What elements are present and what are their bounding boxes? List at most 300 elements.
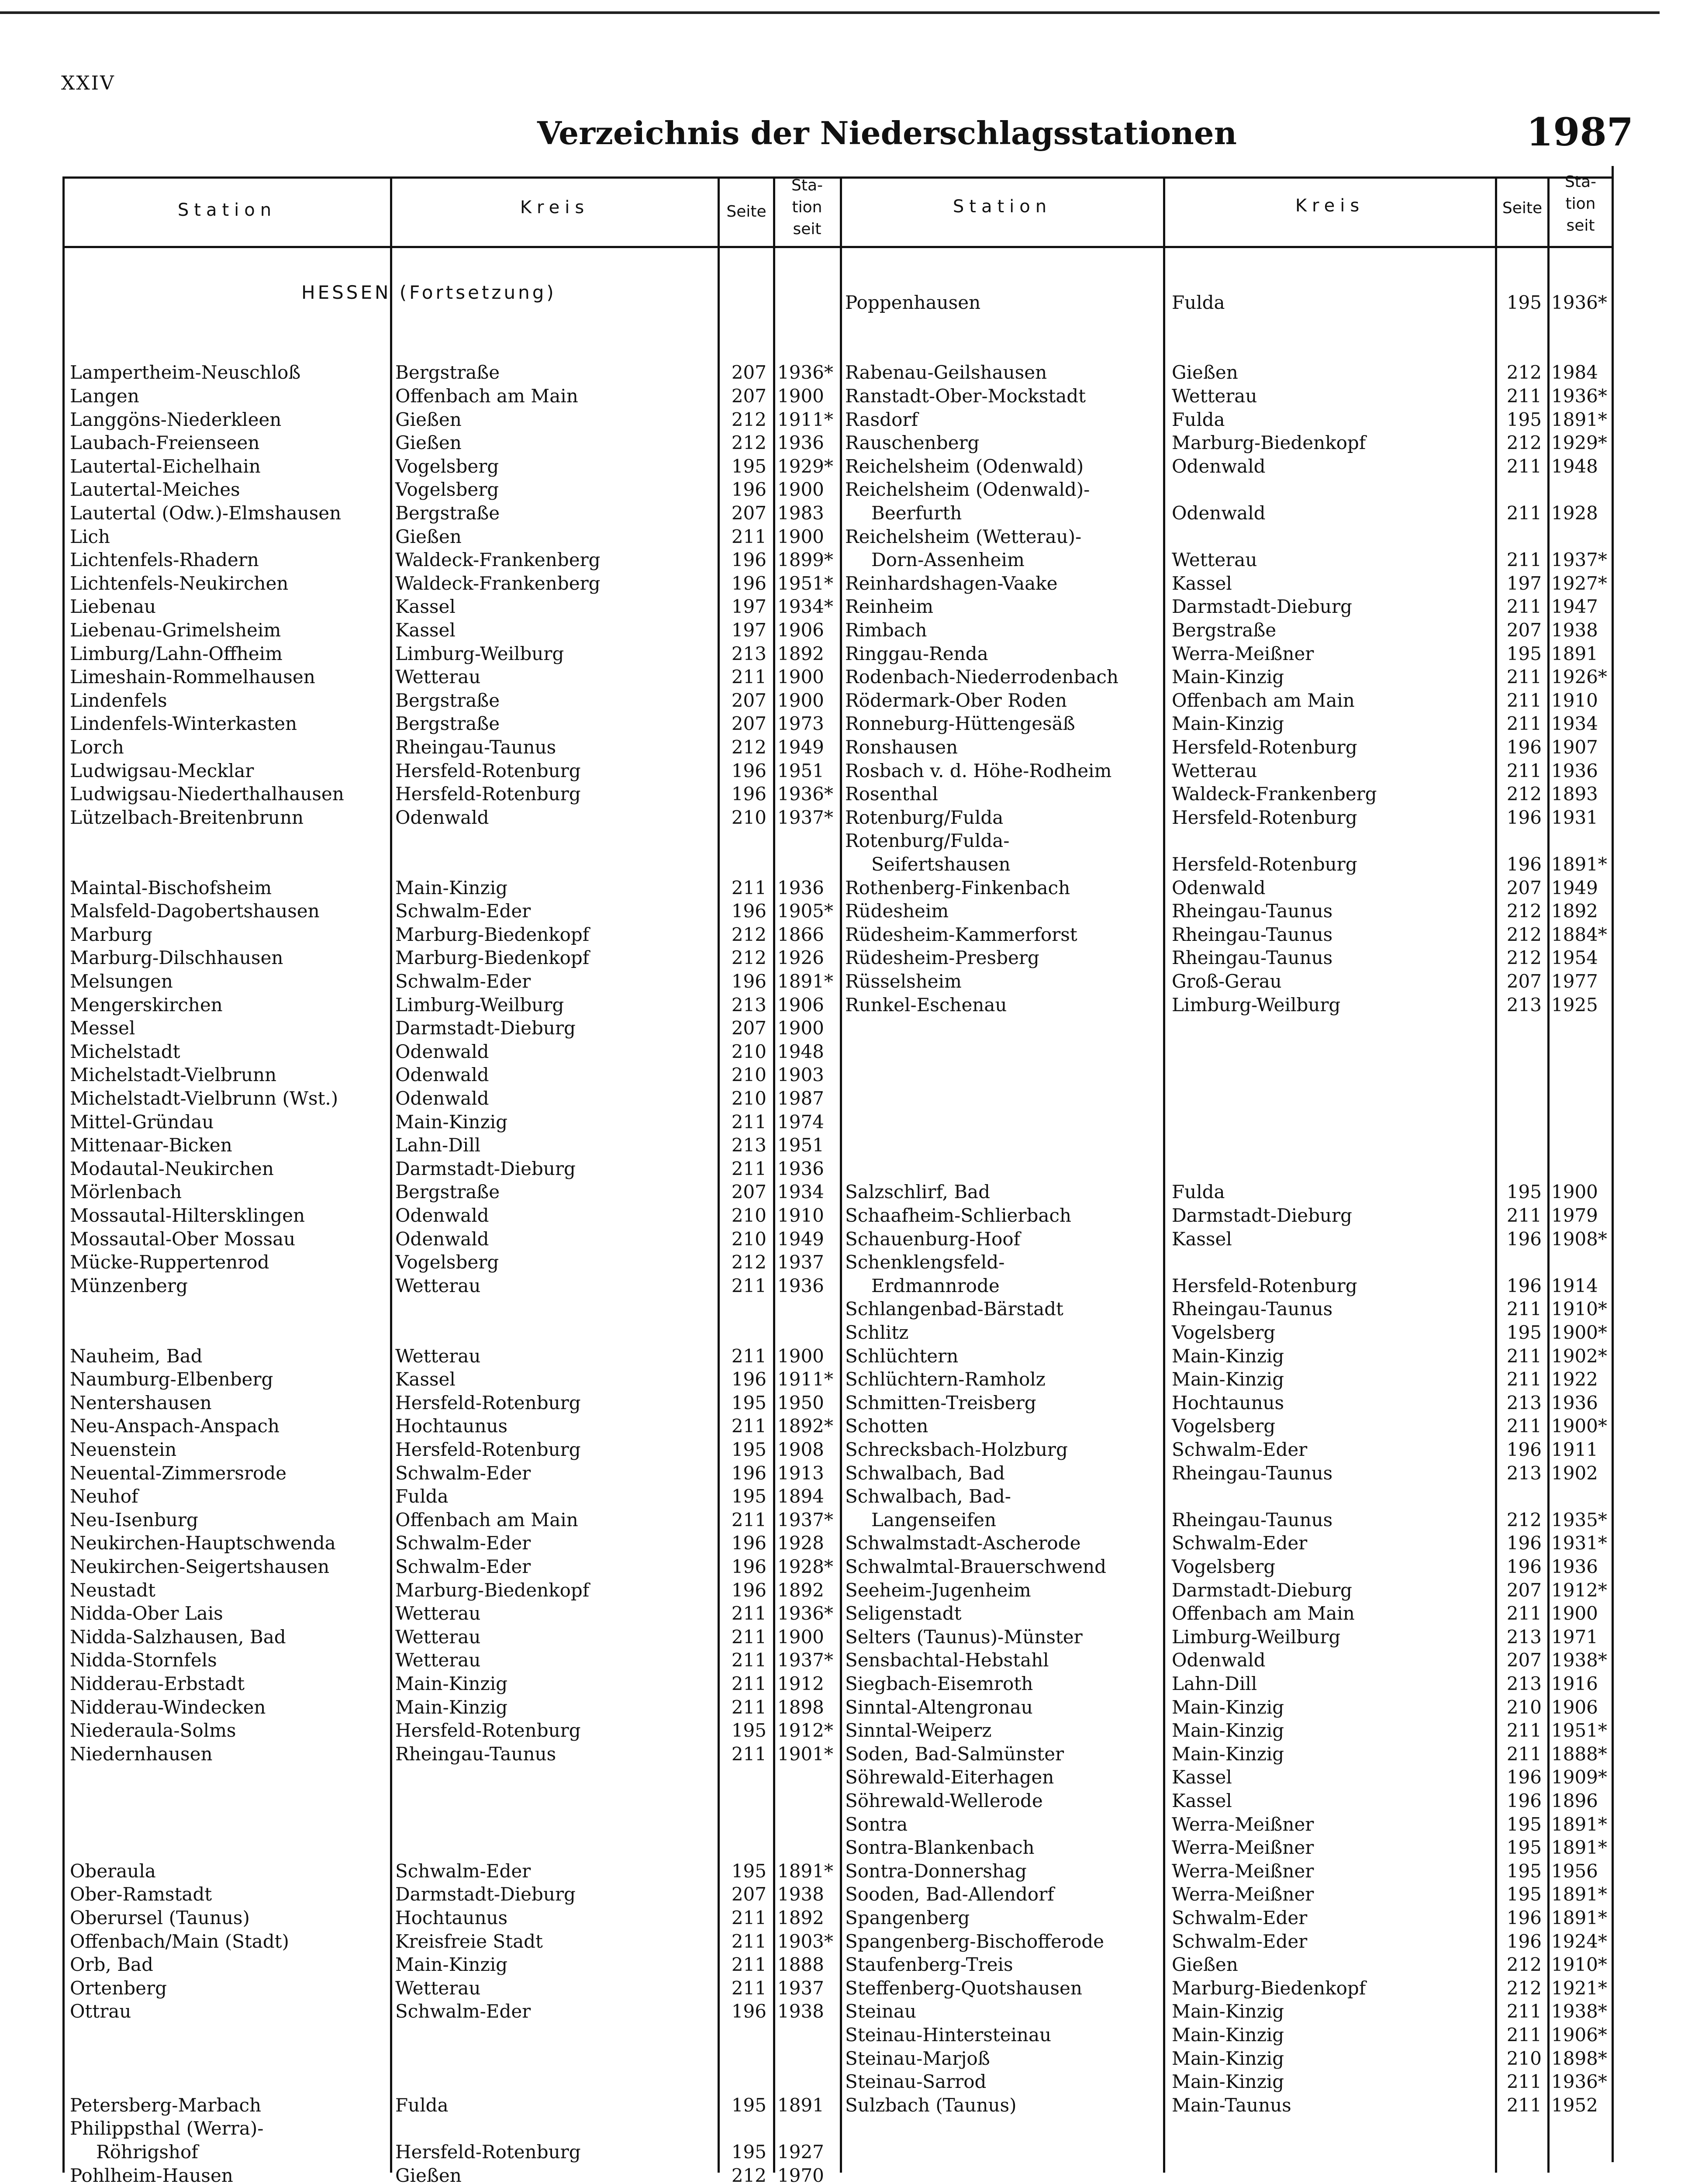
since-year: 1949	[777, 1228, 824, 1250]
seite-value: 210	[731, 1088, 766, 1109]
station-name: Ronshausen	[845, 736, 958, 758]
kreis-name: Wetterau	[1172, 760, 1257, 781]
station-name: Ronneburg-Hüttengesäß	[845, 713, 1075, 735]
seite-value: 211	[731, 1907, 766, 1928]
station-name: Oberaula	[70, 1860, 156, 1882]
station-name: Neuhof	[70, 1486, 138, 1507]
since-year: 1937	[777, 1977, 824, 1999]
seite-value: 195	[1506, 1883, 1542, 1905]
kreis-name: Marburg-Biedenkopf	[395, 947, 590, 969]
since-year: 1934*	[777, 596, 833, 618]
seite-value: 195	[731, 1392, 766, 1413]
since-year: 1910*	[1551, 1298, 1607, 1320]
kreis-name: Kreisfreie Stadt	[395, 1930, 543, 1952]
station-name: Nidda-Stornfels	[70, 1649, 217, 1671]
station-name: Schlitz	[845, 1322, 909, 1343]
kreis-name: Main-Taunus	[1172, 2094, 1291, 2116]
station-name: Soden, Bad-Salmünster	[845, 1743, 1064, 1765]
station-name: Michelstadt-Vielbrunn (Wst.)	[70, 1088, 338, 1109]
since-year: 1929*	[777, 455, 833, 477]
kreis-name: Main-Kinzig	[395, 877, 508, 898]
since-year: 1924*	[1551, 1930, 1607, 1952]
station-name: Naumburg-Elbenberg	[70, 1368, 273, 1390]
kreis-name: Vogelsberg	[395, 479, 499, 501]
seite-value: 211	[1506, 1720, 1542, 1742]
station-name: Siegbach-Eisemroth	[845, 1673, 1033, 1694]
seite-value: 213	[731, 643, 766, 664]
since-year: 1927*	[1551, 572, 1607, 594]
since-year: 1936*	[777, 783, 833, 805]
station-name: Schlüchtern-Ramholz	[845, 1368, 1046, 1390]
seite-value: 207	[731, 1883, 766, 1905]
station-name: Niederaula-Solms	[70, 1720, 236, 1742]
kreis-name: Odenwald	[395, 806, 489, 828]
kreis-name: Rheingau-Taunus	[1172, 1298, 1333, 1320]
since-year: 1936	[777, 1275, 824, 1296]
col-rule	[390, 176, 392, 2173]
seite-value: 207	[731, 385, 766, 407]
since-year: 1911	[1551, 1439, 1598, 1460]
header-station: Station	[953, 197, 1052, 217]
kreis-name: Wetterau	[395, 1977, 481, 1999]
since-year: 1921*	[1551, 1977, 1607, 1999]
seite-value: 195	[1506, 1181, 1542, 1203]
kreis-name: Kassel	[1172, 1228, 1232, 1250]
seite-value: 195	[1506, 1322, 1542, 1343]
kreis-name: Lahn-Dill	[1172, 1673, 1257, 1694]
since-year: 1884*	[1551, 923, 1607, 945]
station-name: Neustadt	[70, 1579, 155, 1601]
seite-value: 207	[1506, 1579, 1542, 1601]
kreis-name: Schwalm-Eder	[1172, 1930, 1308, 1952]
seite-value: 213	[1506, 994, 1542, 1016]
seite-value: 195	[1506, 1837, 1542, 1859]
col-rule	[840, 176, 842, 2173]
kreis-name: Vogelsberg	[1172, 1415, 1276, 1437]
since-year: 1937*	[777, 1649, 833, 1671]
seite-value: 195	[731, 1860, 766, 1882]
kreis-name: Schwalm-Eder	[1172, 1439, 1308, 1460]
seite-value: 195	[1506, 291, 1542, 313]
seite-value: 213	[731, 994, 766, 1016]
station-name: Schwalmtal-Brauerschwend	[845, 1556, 1106, 1577]
kreis-name: Marburg-Biedenkopf	[395, 1579, 590, 1601]
kreis-name: Werra-Meißner	[1172, 1813, 1314, 1835]
station-name: Nauheim, Bad	[70, 1345, 203, 1367]
station-name: Reichelsheim (Odenwald)	[845, 455, 1084, 477]
seite-value: 195	[1506, 1813, 1542, 1835]
station-name: Liebenau-Grimelsheim	[70, 619, 281, 641]
since-year: 1903	[777, 1064, 824, 1086]
since-year: 1936*	[1551, 2071, 1607, 2093]
seite-value: 210	[1506, 2047, 1542, 2069]
since-year: 1900*	[1551, 1415, 1607, 1437]
station-name: Mossautal-Ober Mossau	[70, 1228, 296, 1250]
since-year: 1900*	[1551, 1322, 1607, 1343]
station-name: Schenklengsfeld-	[845, 1251, 1005, 1273]
since-year: 1936	[1551, 1392, 1598, 1413]
since-year: 1891*	[1551, 1907, 1607, 1928]
since-year: 1926	[777, 947, 824, 969]
since-year: 1983	[777, 502, 824, 524]
station-name: Lampertheim-Neuschloß	[70, 362, 301, 384]
since-year: 1909*	[1551, 1766, 1607, 1788]
col-rule	[1163, 176, 1165, 2173]
kreis-name: Wetterau	[395, 666, 481, 688]
seite-value: 196	[731, 572, 766, 594]
kreis-name: Rheingau-Taunus	[1172, 923, 1333, 945]
kreis-name: Hochtaunus	[395, 1907, 508, 1928]
seite-value: 211	[1506, 596, 1542, 618]
kreis-name: Wetterau	[395, 1603, 481, 1624]
station-name: Liebenau	[70, 596, 156, 618]
seite-value: 212	[731, 923, 766, 945]
kreis-name: Bergstraße	[395, 713, 500, 735]
seite-value: 211	[731, 666, 766, 688]
seite-value: 211	[731, 1345, 766, 1367]
seite-value: 211	[1506, 455, 1542, 477]
seite-value: 196	[731, 1579, 766, 1601]
seite-value: 211	[731, 1954, 766, 1976]
seite-value: 195	[731, 2141, 766, 2163]
since-year: 1936	[1551, 760, 1598, 781]
seite-value: 212	[731, 408, 766, 430]
seite-value: 195	[731, 2094, 766, 2116]
kreis-name: Main-Kinzig	[1172, 2001, 1284, 2022]
since-year: 1984	[1551, 362, 1598, 384]
seite-value: 213	[1506, 1462, 1542, 1484]
station-name: Langgöns-Niederkleen	[70, 408, 282, 430]
since-year: 1898	[777, 1696, 824, 1718]
kreis-name: Limburg-Weilburg	[1172, 1626, 1341, 1648]
since-year: 1928	[777, 1532, 824, 1554]
station-name: Lindenfels	[70, 689, 167, 711]
station-name: Steinau-Hintersteinau	[845, 2024, 1052, 2046]
since-year: 1910*	[1551, 1954, 1607, 1976]
seite-value: 197	[731, 596, 766, 618]
since-year: 1900	[777, 1017, 824, 1039]
since-year: 1974	[777, 1111, 824, 1133]
station-name: Sinntal-Weiperz	[845, 1720, 992, 1742]
kreis-name: Main-Kinzig	[1172, 1696, 1284, 1718]
kreis-name: Odenwald	[1172, 1649, 1266, 1671]
kreis-name: Fulda	[1172, 1181, 1225, 1203]
since-year: 1900	[777, 525, 824, 547]
since-year: 1938*	[1551, 2001, 1607, 2022]
kreis-name: Main-Kinzig	[1172, 2047, 1284, 2069]
seite-value: 212	[1506, 1509, 1542, 1531]
seite-value: 210	[731, 1040, 766, 1062]
kreis-name: Odenwald	[395, 1088, 489, 1109]
since-year: 1936*	[1551, 385, 1607, 407]
station-name: Rodenbach-Niederrodenbach	[845, 666, 1118, 688]
since-year: 1938*	[1551, 1649, 1607, 1671]
since-year: 1911*	[777, 1368, 833, 1390]
since-year: 1951*	[1551, 1720, 1607, 1742]
seite-value: 196	[731, 549, 766, 571]
station-name: Philippsthal (Werra)-	[70, 2118, 264, 2139]
kreis-name: Offenbach am Main	[1172, 1603, 1355, 1624]
station-name: Schrecksbach-Holzburg	[845, 1439, 1068, 1460]
since-year: 1951*	[777, 572, 833, 594]
kreis-name: Vogelsberg	[395, 455, 499, 477]
kreis-name: Bergstraße	[395, 1181, 500, 1203]
station-name: Schlangenbad-Bärstadt	[845, 1298, 1063, 1320]
since-year: 1866	[777, 923, 824, 945]
station-name: Schotten	[845, 1415, 929, 1437]
table-right-rule	[1612, 166, 1614, 2162]
kreis-name: Darmstadt-Dieburg	[1172, 596, 1352, 618]
kreis-name: Hersfeld-Rotenburg	[395, 783, 581, 805]
station-name: Melsungen	[70, 971, 173, 992]
since-year: 1891*	[1551, 408, 1607, 430]
station-name: Mossautal-Hiltersklingen	[70, 1205, 305, 1226]
seite-value: 195	[1506, 408, 1542, 430]
seite-value: 211	[1506, 1205, 1542, 1226]
kreis-name: Odenwald	[395, 1064, 489, 1086]
since-year: 1951	[777, 760, 824, 781]
seite-value: 196	[1506, 1532, 1542, 1554]
kreis-name: Kassel	[1172, 572, 1232, 594]
since-year: 1947	[1551, 596, 1598, 618]
seite-value: 211	[1506, 502, 1542, 524]
seite-value: 212	[731, 432, 766, 454]
since-year: 1893	[1551, 783, 1598, 805]
kreis-name: Odenwald	[395, 1205, 489, 1226]
kreis-name: Hochtaunus	[1172, 1392, 1284, 1413]
seite-value: 212	[1506, 362, 1542, 384]
kreis-name: Kassel	[1172, 1766, 1232, 1788]
station-name: Sooden, Bad-Allendorf	[845, 1883, 1054, 1905]
station-name: Reinhardshagen-Vaake	[845, 572, 1058, 594]
since-year: 1951	[777, 1134, 824, 1156]
seite-value: 213	[731, 1134, 766, 1156]
seite-value: 211	[731, 1275, 766, 1296]
since-year: 1925	[1551, 994, 1598, 1016]
station-name: Nidderau-Erbstadt	[70, 1673, 245, 1694]
station-name: Steinau-Sarrod	[845, 2071, 987, 2093]
header-station-seit: Sta- tion seit	[791, 176, 823, 238]
seite-value: 196	[731, 760, 766, 781]
kreis-name: Werra-Meißner	[1172, 643, 1314, 664]
kreis-name: Rheingau-Taunus	[395, 736, 556, 758]
station-name: Söhrewald-Eiterhagen	[845, 1766, 1054, 1788]
station-name: Ringgau-Renda	[845, 643, 988, 664]
since-year: 1906	[777, 619, 824, 641]
since-year: 1914	[1551, 1275, 1598, 1296]
station-name: Schwalmstadt-Ascherode	[845, 1532, 1081, 1554]
seite-value: 196	[1506, 854, 1542, 875]
since-year: 1903*	[777, 1930, 833, 1952]
station-name: Sontra	[845, 1813, 908, 1835]
since-year: 1900	[1551, 1181, 1598, 1203]
seite-value: 211	[1506, 2094, 1542, 2116]
since-year: 1948	[1551, 455, 1598, 477]
seite-value: 196	[1506, 736, 1542, 758]
station-name: Langenseifen	[871, 1509, 997, 1531]
kreis-name: Odenwald	[1172, 877, 1266, 898]
since-year: 1934	[777, 1181, 824, 1203]
station-name: Lichtenfels-Neukirchen	[70, 572, 289, 594]
seite-value: 210	[731, 1228, 766, 1250]
station-name: Messel	[70, 1017, 135, 1039]
seite-value: 196	[1506, 1907, 1542, 1928]
page-title: Verzeichnis der Niederschlagsstationen	[537, 114, 1237, 152]
since-year: 1936*	[1551, 291, 1607, 313]
kreis-name: Offenbach am Main	[395, 1509, 578, 1531]
station-name: Schmitten-Treisberg	[845, 1392, 1036, 1413]
since-year: 1900	[777, 689, 824, 711]
table-left-rule	[62, 176, 65, 2173]
since-year: 1912*	[777, 1720, 833, 1742]
kreis-name: Hersfeld-Rotenburg	[395, 1439, 581, 1460]
station-name: Seligenstadt	[845, 1603, 962, 1624]
kreis-name: Main-Kinzig	[395, 1111, 508, 1133]
since-year: 1906	[1551, 1696, 1598, 1718]
kreis-name: Schwalm-Eder	[1172, 1532, 1308, 1554]
since-year: 1926*	[1551, 666, 1607, 688]
seite-value: 211	[1506, 1345, 1542, 1367]
station-name: Mücke-Ruppertenrod	[70, 1251, 269, 1273]
since-year: 1894	[777, 1486, 824, 1507]
kreis-name: Wetterau	[1172, 549, 1257, 571]
kreis-name: Fulda	[1172, 291, 1225, 313]
seite-value: 211	[1506, 385, 1542, 407]
since-year: 1891*	[1551, 1837, 1607, 1859]
station-name: Selters (Taunus)-Münster	[845, 1626, 1083, 1648]
station-name: Sensbachtal-Hebstahl	[845, 1649, 1049, 1671]
since-year: 1900	[777, 1345, 824, 1367]
seite-value: 210	[731, 1064, 766, 1086]
station-name: Rotenburg/Fulda-	[845, 830, 1010, 852]
station-name: Michelstadt	[70, 1040, 180, 1062]
station-name: Neuental-Zimmersrode	[70, 1462, 286, 1484]
since-year: 1987	[777, 1088, 824, 1109]
kreis-name: Odenwald	[395, 1040, 489, 1062]
kreis-name: Schwalm-Eder	[395, 971, 531, 992]
station-name: Lautertal-Meiches	[70, 479, 240, 501]
station-name: Sulzbach (Taunus)	[845, 2094, 1017, 2116]
kreis-name: Groß-Gerau	[1172, 971, 1282, 992]
station-name: Nidda-Ober Lais	[70, 1603, 223, 1624]
seite-value: 196	[1506, 1556, 1542, 1577]
seite-value: 211	[731, 1626, 766, 1648]
seite-value: 211	[731, 877, 766, 898]
since-year: 1928	[1551, 502, 1598, 524]
since-year: 1898*	[1551, 2047, 1607, 2069]
station-name: Lautertal-Eichelhain	[70, 455, 261, 477]
since-year: 1936	[1551, 1556, 1598, 1577]
kreis-name: Werra-Meißner	[1172, 1860, 1314, 1882]
seite-value: 211	[1506, 689, 1542, 711]
station-name: Neu-Anspach-Anspach	[70, 1415, 280, 1437]
station-name: Schaafheim-Schlierbach	[845, 1205, 1071, 1226]
station-name: Beerfurth	[871, 502, 962, 524]
header-station: Station	[177, 200, 277, 220]
station-name: Nidderau-Windecken	[70, 1696, 266, 1718]
since-year: 1934	[1551, 713, 1598, 735]
kreis-name: Bergstraße	[395, 502, 500, 524]
since-year: 1954	[1551, 947, 1598, 969]
station-name: Steinau-Marjoß	[845, 2047, 990, 2069]
since-year: 1888*	[1551, 1743, 1607, 1765]
kreis-name: Hersfeld-Rotenburg	[1172, 854, 1357, 875]
seite-value: 195	[1506, 643, 1542, 664]
kreis-name: Wetterau	[395, 1626, 481, 1648]
station-name: Ober-Ramstadt	[70, 1883, 212, 1905]
kreis-name: Werra-Meißner	[1172, 1837, 1314, 1859]
since-year: 1928*	[777, 1556, 833, 1577]
kreis-name: Wetterau	[395, 1345, 481, 1367]
since-year: 1907	[1551, 736, 1598, 758]
station-name: Neuenstein	[70, 1439, 177, 1460]
kreis-name: Rheingau-Taunus	[1172, 1462, 1333, 1484]
kreis-name: Werra-Meißner	[1172, 1883, 1314, 1905]
station-name: Langen	[70, 385, 139, 407]
seite-value: 195	[731, 1439, 766, 1460]
since-year: 1929*	[1551, 432, 1607, 454]
kreis-name: Waldeck-Frankenberg	[395, 549, 601, 571]
col-rule	[1495, 176, 1497, 2173]
kreis-name: Main-Kinzig	[395, 1954, 508, 1976]
seite-value: 211	[1506, 549, 1542, 571]
station-name: Söhrewald-Wellerode	[845, 1790, 1043, 1811]
seite-value: 210	[731, 806, 766, 828]
since-year: 1891	[777, 2094, 824, 2116]
kreis-name: Rheingau-Taunus	[395, 1743, 556, 1765]
seite-value: 212	[1506, 432, 1542, 454]
kreis-name: Fulda	[395, 1486, 449, 1507]
station-name: Ottrau	[70, 2001, 131, 2022]
seite-value: 212	[731, 2164, 766, 2184]
kreis-name: Fulda	[1172, 408, 1225, 430]
kreis-name: Main-Kinzig	[1172, 2071, 1284, 2093]
seite-value: 211	[1506, 1415, 1542, 1437]
page-number: XXIV	[61, 72, 115, 94]
kreis-name: Main-Kinzig	[1172, 1720, 1284, 1742]
since-year: 1977	[1551, 971, 1598, 992]
since-year: 1936	[777, 877, 824, 898]
station-name: Lich	[70, 525, 110, 547]
since-year: 1936*	[777, 362, 833, 384]
kreis-name: Limburg-Weilburg	[1172, 994, 1341, 1016]
kreis-name: Kassel	[395, 619, 456, 641]
seite-value: 212	[1506, 783, 1542, 805]
kreis-name: Marburg-Biedenkopf	[1172, 432, 1366, 454]
since-year: 1931*	[1551, 1532, 1607, 1554]
col-rule	[1547, 176, 1550, 2173]
since-year: 1906	[777, 994, 824, 1016]
seite-value: 196	[731, 2001, 766, 2022]
seite-value: 196	[1506, 1275, 1542, 1296]
station-name: Malsfeld-Dagobertshausen	[70, 900, 320, 922]
seite-value: 195	[731, 455, 766, 477]
seite-value: 196	[731, 1368, 766, 1390]
kreis-name: Odenwald	[395, 1228, 489, 1250]
since-year: 1922	[1551, 1368, 1598, 1390]
station-name: Niedernhausen	[70, 1743, 213, 1765]
seite-value: 196	[1506, 1766, 1542, 1788]
seite-value: 196	[731, 1556, 766, 1577]
since-year: 1970	[777, 2164, 824, 2184]
station-name: Lützelbach-Breitenbrunn	[70, 806, 304, 828]
seite-value: 212	[1506, 923, 1542, 945]
kreis-name: Darmstadt-Dieburg	[395, 1158, 576, 1179]
seite-value: 196	[731, 1532, 766, 1554]
station-name: Sinntal-Altengronau	[845, 1696, 1033, 1718]
since-year: 1935*	[1551, 1509, 1607, 1531]
kreis-name: Offenbach am Main	[1172, 689, 1355, 711]
